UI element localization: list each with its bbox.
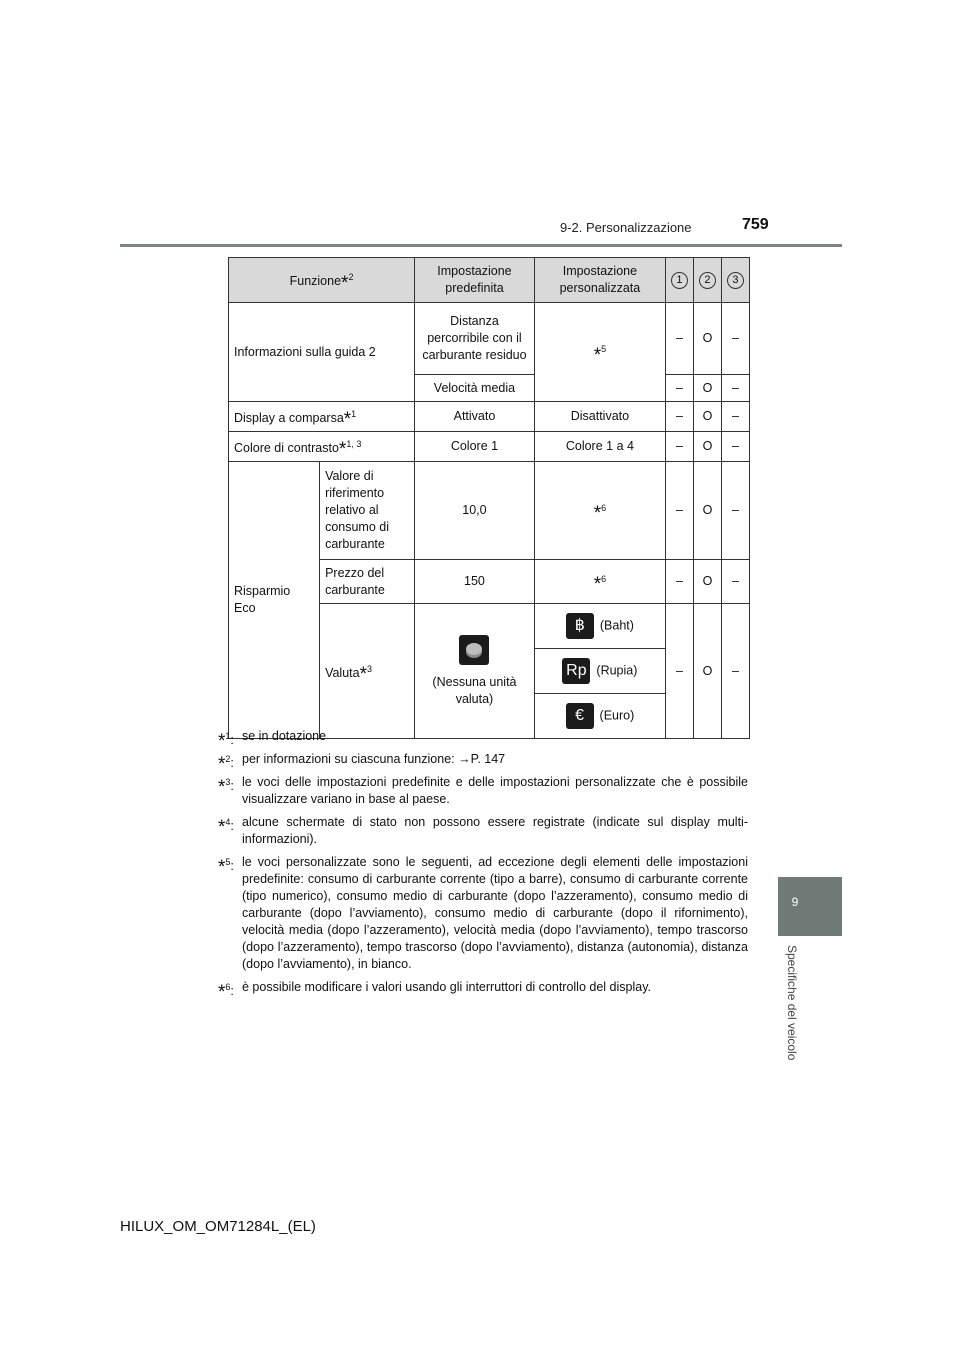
row-guide2-label: Informazioni sulla guida 2: [229, 303, 415, 402]
mark-o: O: [693, 604, 721, 739]
mark-o: O: [693, 375, 721, 402]
header-custom: Impostazione personalizzata: [534, 258, 665, 303]
row-contrast-custom: Colore 1 a 4: [534, 432, 665, 462]
settings-table: [228, 257, 750, 739]
mark-dash: –: [721, 560, 749, 604]
rupiah-icon: Rp: [562, 658, 590, 684]
row-contrast-default: Colore 1: [415, 432, 535, 462]
header-col-1: 1: [665, 258, 693, 303]
chapter-number: 9: [791, 895, 799, 909]
currency-baht: ฿ (Baht): [534, 604, 665, 649]
header-col-3: 3: [721, 258, 749, 303]
row-price-default: 150: [415, 560, 535, 604]
footnotes: [218, 728, 748, 1002]
mark-dash: –: [721, 462, 749, 560]
row-ref-default: 10,0: [415, 462, 535, 560]
chapter-label: Specifiche del veicolo: [785, 945, 799, 1061]
header-rule: [120, 244, 842, 247]
header-function: Funzione*$^2$: [229, 258, 415, 303]
footnote: *$^5$: le voci personalizzate sono le seguenti, ad eccezione degli elementi delle impostazioni predefinite: consumo di carburante corrente (tipo a barre), consumo di carburante corrente (tipo numerico), consumo medio di carburante (dopo l’azzeramento), consumo medio di carburante (dopo l’avviamento), consumo medio di carburante (dopo il rifornimento), velocità media (dopo l’azzeramento), velocità media (dopo l’avviamento), tempo trascorso (dopo l’azzeramento), tempo trascorso (dopo l’avviamento), distanza (autonomia), distanza (dopo l’avviamento), in bianco.: [218, 855, 748, 971]
mark-dash: –: [721, 402, 749, 432]
currency-rupia: Rp (Rupia): [534, 649, 665, 694]
footnote: *$^3$: le voci delle impostazioni predefinite e delle impostazioni personalizzate che è possibile visualizzare variano in base al paese.: [218, 775, 748, 806]
row-contrast-label: Colore di contrasto*$^{1, 3}$: [229, 432, 415, 462]
footnote: *$^4$: alcune schermate di stato non possono essere registrate (indicate sul display multi-informazioni).: [218, 815, 748, 846]
mark-dash: –: [721, 432, 749, 462]
table-row: [229, 402, 750, 432]
row-popup-custom: Disattivato: [534, 402, 665, 432]
row-popup-default: Attivato: [415, 402, 535, 432]
row-guide2-speed: Velocità media: [415, 375, 535, 402]
footnote: *$^6$: è possibile modificare i valori usando gli interruttori di controllo del display.: [218, 980, 651, 1004]
mark-o: O: [693, 303, 721, 375]
row-price-custom: *$^6$: [534, 560, 665, 604]
mark-dash: –: [665, 402, 693, 432]
page-number: 759: [742, 216, 769, 233]
mark-o: O: [693, 432, 721, 462]
mark-o: O: [693, 462, 721, 560]
mark-dash: –: [721, 303, 749, 375]
row-price-label: Prezzo del carburante: [320, 560, 415, 604]
row-currency-label: Valuta*$^3$: [320, 604, 415, 739]
mark-dash: –: [721, 604, 749, 739]
mark-o: O: [693, 560, 721, 604]
euro-icon: €: [566, 703, 594, 729]
table-row: [229, 432, 750, 462]
mark-dash: –: [665, 303, 693, 375]
row-currency-default: (Nessuna unità valuta): [415, 604, 535, 739]
baht-icon: ฿: [566, 613, 594, 639]
header-col-2: 2: [693, 258, 721, 303]
mark-dash: –: [665, 375, 693, 402]
row-ref-label: Valore di riferimento relativo al consumo di carburante: [320, 462, 415, 560]
mark-dash: –: [665, 462, 693, 560]
header-default: Impostazione predefinita: [415, 258, 535, 303]
mark-dash: –: [665, 432, 693, 462]
table-header-row: [229, 258, 750, 303]
table-row: [229, 462, 750, 560]
mark-dash: –: [721, 375, 749, 402]
currency-euro: € (Euro): [534, 694, 665, 739]
row-popup-label: Display a comparsa*$^1$: [229, 402, 415, 432]
footnote: *$^1$: se in dotazione: [218, 729, 327, 753]
row-guide2-custom: *$^5$: [534, 303, 665, 402]
mark-dash: –: [665, 560, 693, 604]
section-title: 9-2. Personalizzazione: [560, 220, 692, 235]
mark-o: O: [693, 402, 721, 432]
no-currency-icon: [459, 635, 489, 665]
document-code: HILUX_OM_OM71284L_(EL): [120, 1218, 316, 1235]
footnote: *$^2$: per informazioni su ciascuna funzione: →P. 147: [218, 752, 506, 776]
row-eco-label: Risparmio Eco: [229, 462, 320, 739]
table-row: [229, 303, 750, 375]
row-guide2-default: Distanza percorribile con il carburante residuo: [415, 303, 535, 375]
row-ref-custom: *$^6$: [534, 462, 665, 560]
mark-dash: –: [665, 604, 693, 739]
